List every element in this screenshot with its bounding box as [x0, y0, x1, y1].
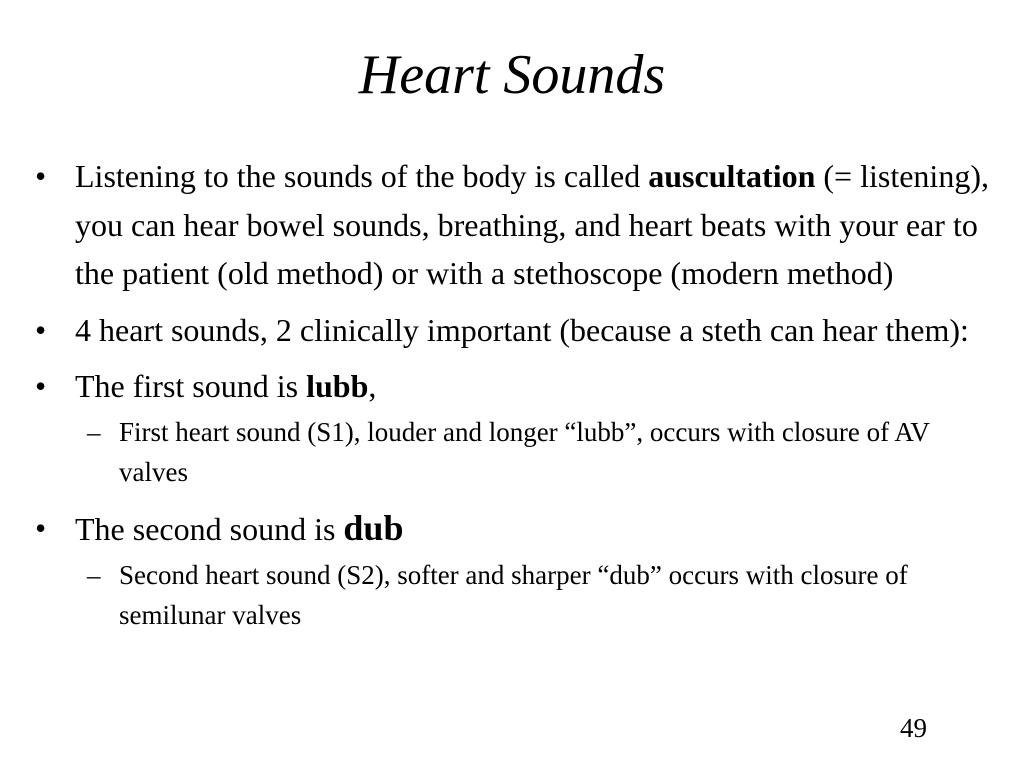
bullet-text: The second sound is — [75, 510, 344, 547]
bullet-first-sound — [30, 362, 1005, 410]
bullet-marker: • — [35, 311, 47, 348]
sub-bullet-text: First heart sound (S1), louder and longer “lubb”, occurs with closure of AV valves — [119, 416, 930, 487]
bullet-bold-term: lubb — [306, 367, 369, 404]
slide-content — [30, 152, 1005, 647]
bullet-marker: • — [35, 158, 47, 194]
bullet-marker: • — [35, 509, 47, 546]
sub-bullet-marker: – — [87, 416, 101, 447]
bullet-second-sound — [30, 504, 1005, 553]
bullet-text: 4 heart sounds, 2 clinically important (because a steth can hear them): — [75, 311, 969, 348]
bullet-auscultation — [30, 152, 1005, 298]
bullet-text: The first sound is — [75, 367, 307, 404]
bullet-text-continued: , — [368, 367, 377, 404]
sub-bullet-s1 — [30, 412, 1005, 492]
sub-bullet-s2 — [30, 555, 1005, 635]
page-number: 49 — [900, 713, 927, 743]
bullet-bold-term: dub — [343, 507, 404, 548]
bullet-marker: • — [35, 367, 47, 404]
bullet-four-sounds — [30, 306, 1005, 354]
bullet-text-continued: (= listening), you can hear bowel sounds, breathing, and heart beats with your ear to the patient (old method) or with a stethoscope (modern method) — [75, 158, 989, 291]
slide-title: Heart Sounds — [358, 44, 666, 106]
bullet-text: Listening to the sounds of the body is called — [75, 158, 649, 194]
sub-bullet-marker: – — [87, 559, 101, 590]
bullet-bold-term: auscultation — [648, 158, 816, 194]
sub-bullet-text: Second heart sound (S2), softer and sharper “dub” occurs with closure of semilunar valves — [119, 559, 908, 630]
